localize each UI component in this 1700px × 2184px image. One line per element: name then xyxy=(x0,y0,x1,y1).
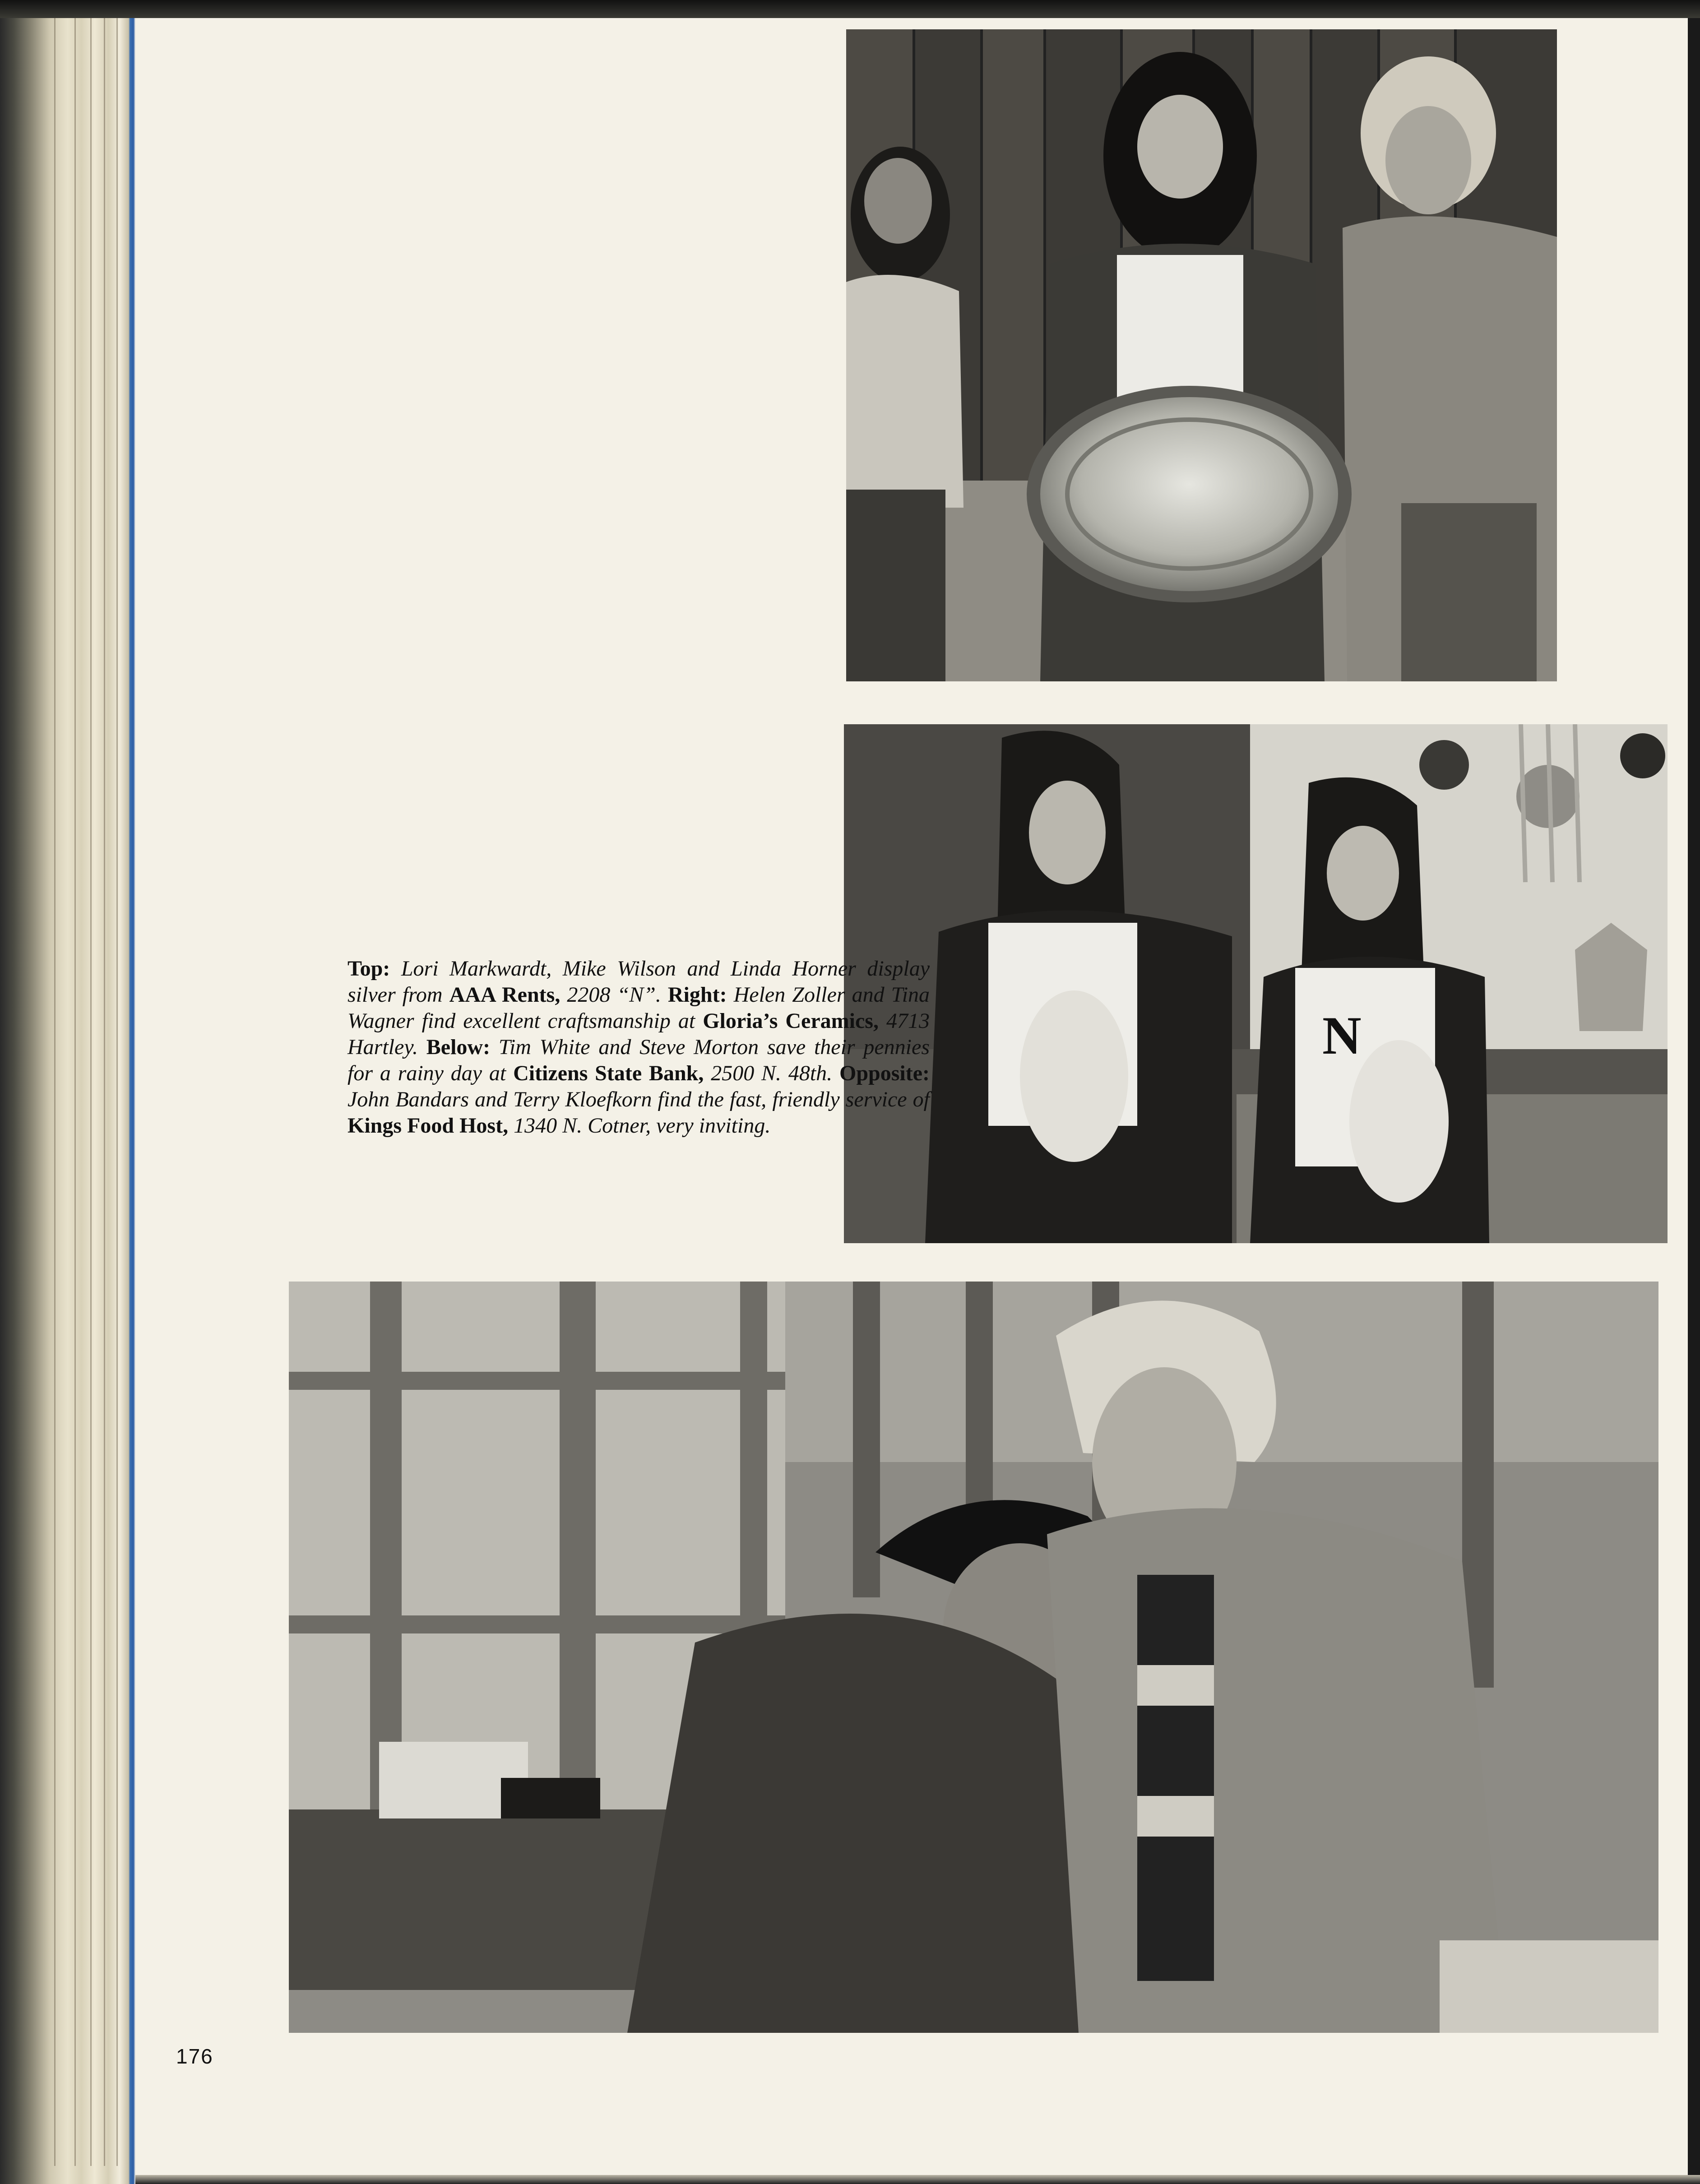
photo-silver-tray-image xyxy=(846,29,1557,681)
caption-below-text: Tim White and Steve Morton save their pennies for a rainy day at xyxy=(347,1035,930,1085)
caption-opposite-text: John Bandars and Terry Kloefkorn find the fast, friendly service of xyxy=(347,1087,930,1111)
photo-ceramics xyxy=(844,724,1668,1243)
yearbook-page xyxy=(135,18,1688,2175)
caption-right-address: 4713 Hartley. xyxy=(347,1009,930,1059)
caption-top-address: 2208 “N”. xyxy=(567,983,661,1007)
page-number: 176 xyxy=(176,2045,213,2068)
caption-below-address: 2500 N. 48th. xyxy=(711,1061,833,1085)
caption-below-label: Below: xyxy=(426,1035,491,1059)
photo-ceramics-image xyxy=(844,724,1668,1243)
photo-silver-tray xyxy=(846,29,1557,681)
photo-bank-image xyxy=(289,1282,1658,2033)
caption-opposite-label: Opposite: xyxy=(839,1061,930,1085)
caption-opposite-address: 1340 N. Cotner, very inviting. xyxy=(514,1114,771,1138)
photo-bank xyxy=(289,1282,1658,2033)
caption-top-business: AAA Rents, xyxy=(449,983,560,1007)
caption-below-business: Citizens State Bank, xyxy=(513,1061,704,1085)
caption-right-text: Helen Zoller and Tina Wagner find excellent craftsmanship at xyxy=(347,983,930,1033)
caption-right-business: Gloria’s Ceramics, xyxy=(703,1009,879,1033)
svg-text:N: N xyxy=(1322,1005,1362,1065)
caption-right-label: Right: xyxy=(667,983,727,1007)
caption-top-label: Top: xyxy=(347,957,390,981)
caption-opposite-business: Kings Food Host, xyxy=(347,1114,509,1138)
page-bottom-edge xyxy=(135,2175,1700,2184)
photo-caption xyxy=(347,956,930,1139)
book-binding xyxy=(0,0,135,2184)
caption-top-text: Lori Markwardt, Mike Wilson and Linda Horner display silver from xyxy=(347,957,930,1007)
page-top-edge xyxy=(0,0,1700,18)
